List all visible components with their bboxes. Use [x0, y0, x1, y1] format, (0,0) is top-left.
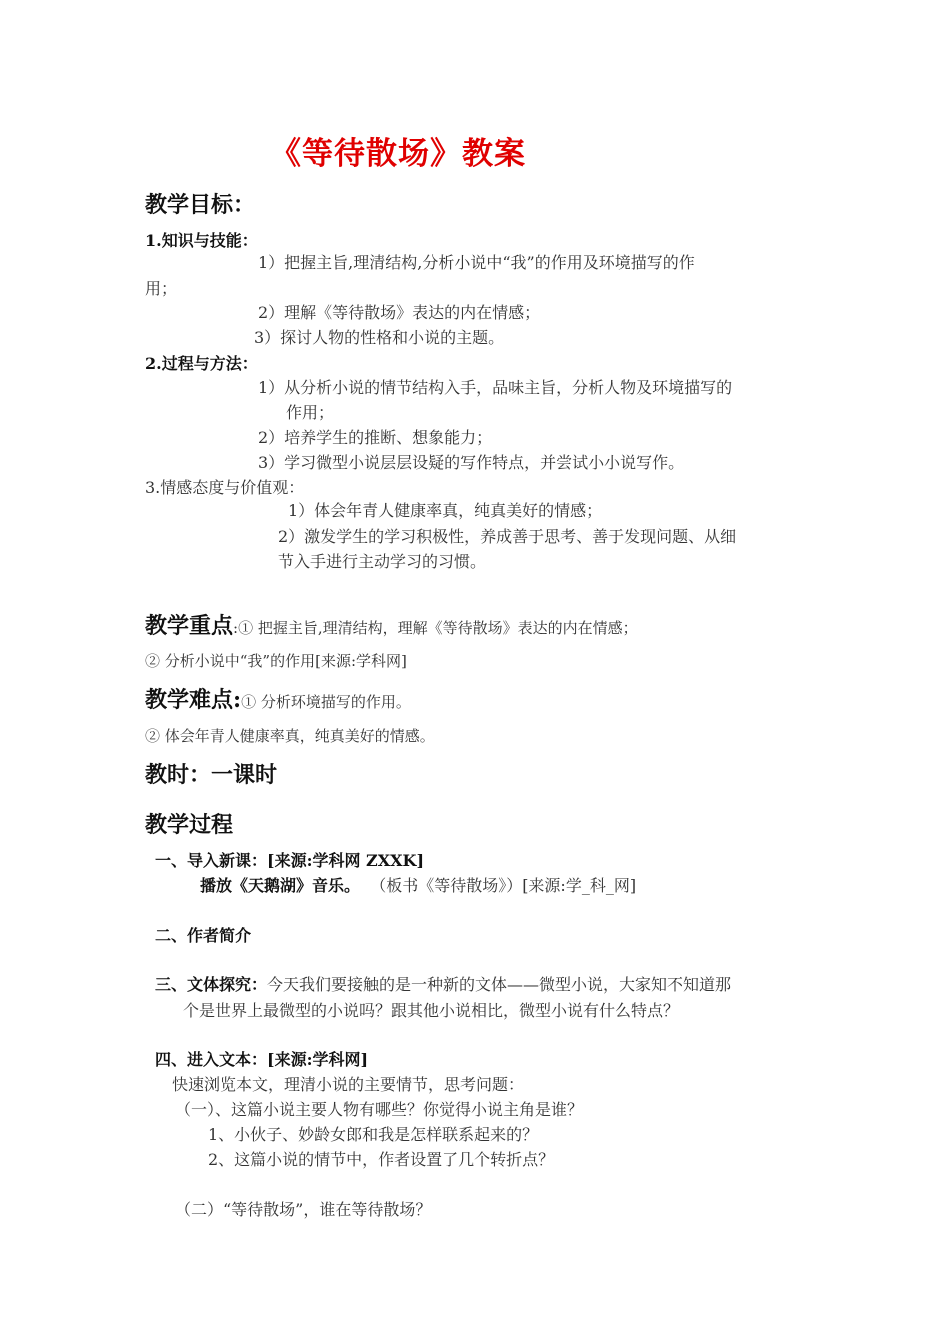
section-4-intro: 快速浏览本文，理清小说的主要情节，思考问题： [172, 1075, 525, 1094]
attitude-item-1: 1）体会年青人健康率真，纯真美好的情感； [288, 501, 603, 520]
knowledge-item-2: 2）理解《等待散场》表达的内在情感； [258, 303, 541, 322]
key-points-line-1: :① 把握主旨,理清结构，理解《等待散场》表达的内在情感； [233, 619, 638, 637]
section-4 [155, 1047, 368, 1070]
process-item-3: 3）学习微型小说层层设疑的写作特点，并尝试小小说写作。 [258, 453, 685, 472]
key-points-line-2: ② 分析小说中“我”的作用[来源:学科网] [145, 652, 407, 670]
attitude-item-2-cont: 节入手进行主动学习的习惯。 [278, 552, 487, 571]
process-item-1-cont: 作用； [286, 403, 335, 422]
section-1-music: 播放《天鹅湖》音乐。 [200, 876, 361, 895]
knowledge-item-3: 3）探讨人物的性格和小说的主题。 [254, 328, 505, 347]
knowledge-item-1-cont: 用； [145, 279, 178, 298]
attitude-heading: 3.情感态度与价值观： [145, 478, 305, 497]
process-heading: 2.过程与方法： [145, 354, 258, 373]
section-4-title: 四、进入文本： [155, 1050, 268, 1069]
section-4-question-1: （一）、这篇小说主要人物有哪些？你觉得小说主角是谁？ [175, 1100, 584, 1119]
key-points [145, 609, 638, 640]
document-title: 《等待散场》教案 [270, 136, 526, 172]
difficulties-line-1: ① 分析环境描写的作用。 [241, 693, 411, 711]
difficulties-line-2: ② 体会年青人健康率真，纯真美好的情感。 [145, 727, 435, 745]
section-4-question-1-2: 2、这篇小说的情节中，作者设置了几个转折点？ [208, 1150, 555, 1169]
objectives-heading: 教学目标： [145, 192, 256, 218]
procedure-heading: 教学过程 [145, 812, 234, 838]
section-3-line-2: 个是世界上最微型的小说吗？跟其他小说相比，微型小说有什么特点？ [183, 1001, 680, 1020]
section-1-title: 一、导入新课：[来源:学科网 ZXXK] [155, 851, 425, 870]
section-3-line-1: 今天我们要接触的是一种新的文体——微型小说，大家知不知道那 [267, 975, 732, 994]
section-4-question-1-1: 1、小伙子、妙龄女郎和我是怎样联系起来的？ [208, 1125, 539, 1144]
key-points-label: 教学重点 [145, 613, 234, 639]
section-2-title: 二、作者简介 [155, 926, 252, 945]
difficulties [145, 683, 411, 714]
process-item-1: 1）从分析小说的情节结构入手，品味主旨，分析人物及环境描写的 [258, 378, 733, 397]
section-3-title: 三、文体探究： [155, 975, 268, 994]
process-item-2: 2）培养学生的推断、想象能力； [258, 428, 493, 447]
duration: 教时：一课时 [145, 762, 278, 788]
attitude-item-2: 2）激发学生的学习积极性，养成善于思考、善于发现问题、从细 [278, 527, 737, 546]
knowledge-heading: 1.知识与技能： [145, 231, 258, 250]
section-4-source: [来源:学科网] [267, 1050, 369, 1069]
section-1-body [200, 873, 636, 896]
difficulties-label: 教学难点: [145, 687, 242, 713]
section-1-board: （板书《等待散场》）[来源:学_科_网] [370, 876, 637, 895]
knowledge-item-1: 1）把握主旨,理清结构,分析小说中“我”的作用及环境描写的作 [258, 253, 695, 272]
section-3 [155, 972, 731, 995]
section-4-question-2: （二）“等待散场”，谁在等待散场？ [175, 1200, 432, 1219]
